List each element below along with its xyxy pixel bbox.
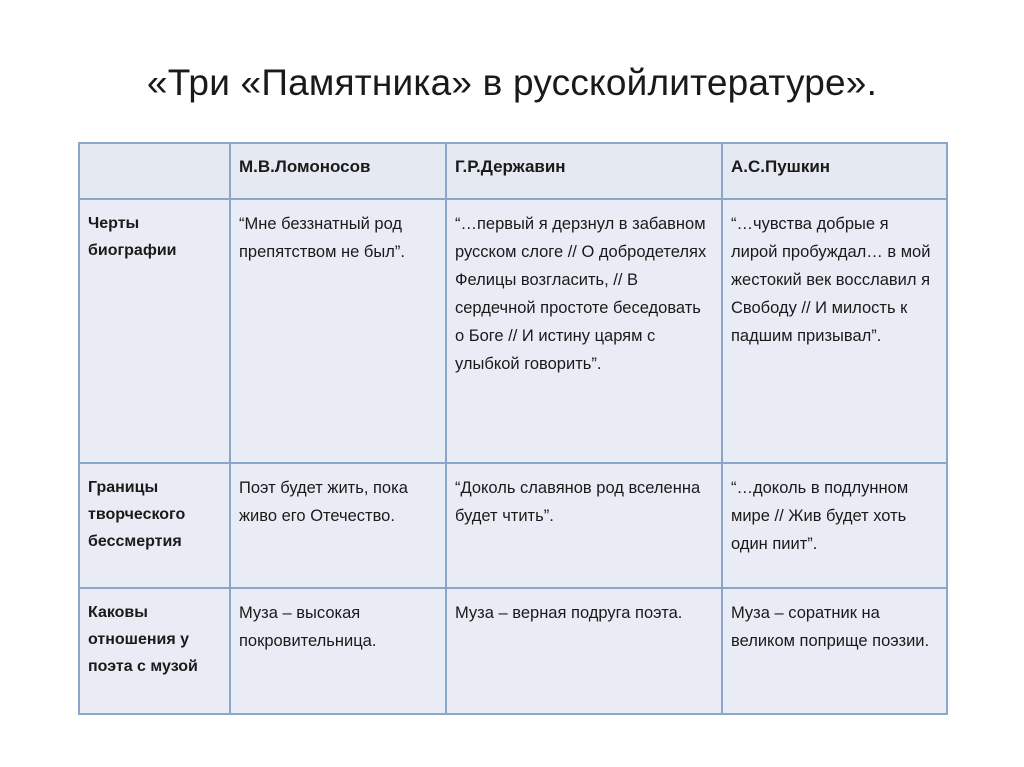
header-derzhavin: Г.Р.Державин [446,143,722,199]
cell-biography-lomonosov: “Мне беззнатный род препятством не был”. [230,199,446,463]
cell-muse-pushkin: Муза – соратник на великом поприще поэзии. [722,588,947,714]
slide-title: «Три «Памятника» в русскойлитературе». [146,62,878,103]
table-row-biography [79,199,947,463]
cell-biography-pushkin: “…чувства добрые я лирой пробуждал… в мой жестокий век восславил я Свободу // И милость к падшим призывал”. [722,199,947,463]
cell-immortality-lomonosov: Поэт будет жить, пока живо его Отечество. [230,463,446,588]
cell-muse-lomonosov: Муза – высокая покровительница. [230,588,446,714]
table-row-immortality [79,463,947,588]
header-corner-cell [79,143,230,199]
cell-muse-derzhavin: Муза – верная подруга поэта. [446,588,722,714]
cell-biography-derzhavin: “…первый я дерзнул в забавном русском слоге // О добродетелях Фелицы возгласить, // В сердечной простоте беседовать о Боге // И истину царям с улыбкой говорить”. [446,199,722,463]
row-label-immortality: Границы творческого бессмертия [79,463,230,588]
header-lomonosov: М.В.Ломоносов [230,143,446,199]
comparison-table [78,142,948,715]
cell-immortality-derzhavin: “Доколь славянов род вселенна будет чтить”. [446,463,722,588]
cell-immortality-pushkin: “…доколь в подлунном мире // Жив будет хоть один пиит”. [722,463,947,588]
table-row-muse [79,588,947,714]
table-header-row [79,143,947,199]
row-label-muse: Каковы отношения у поэта с музой [79,588,230,714]
header-pushkin: А.С.Пушкин [722,143,947,199]
row-label-biography: Черты биографии [79,199,230,463]
